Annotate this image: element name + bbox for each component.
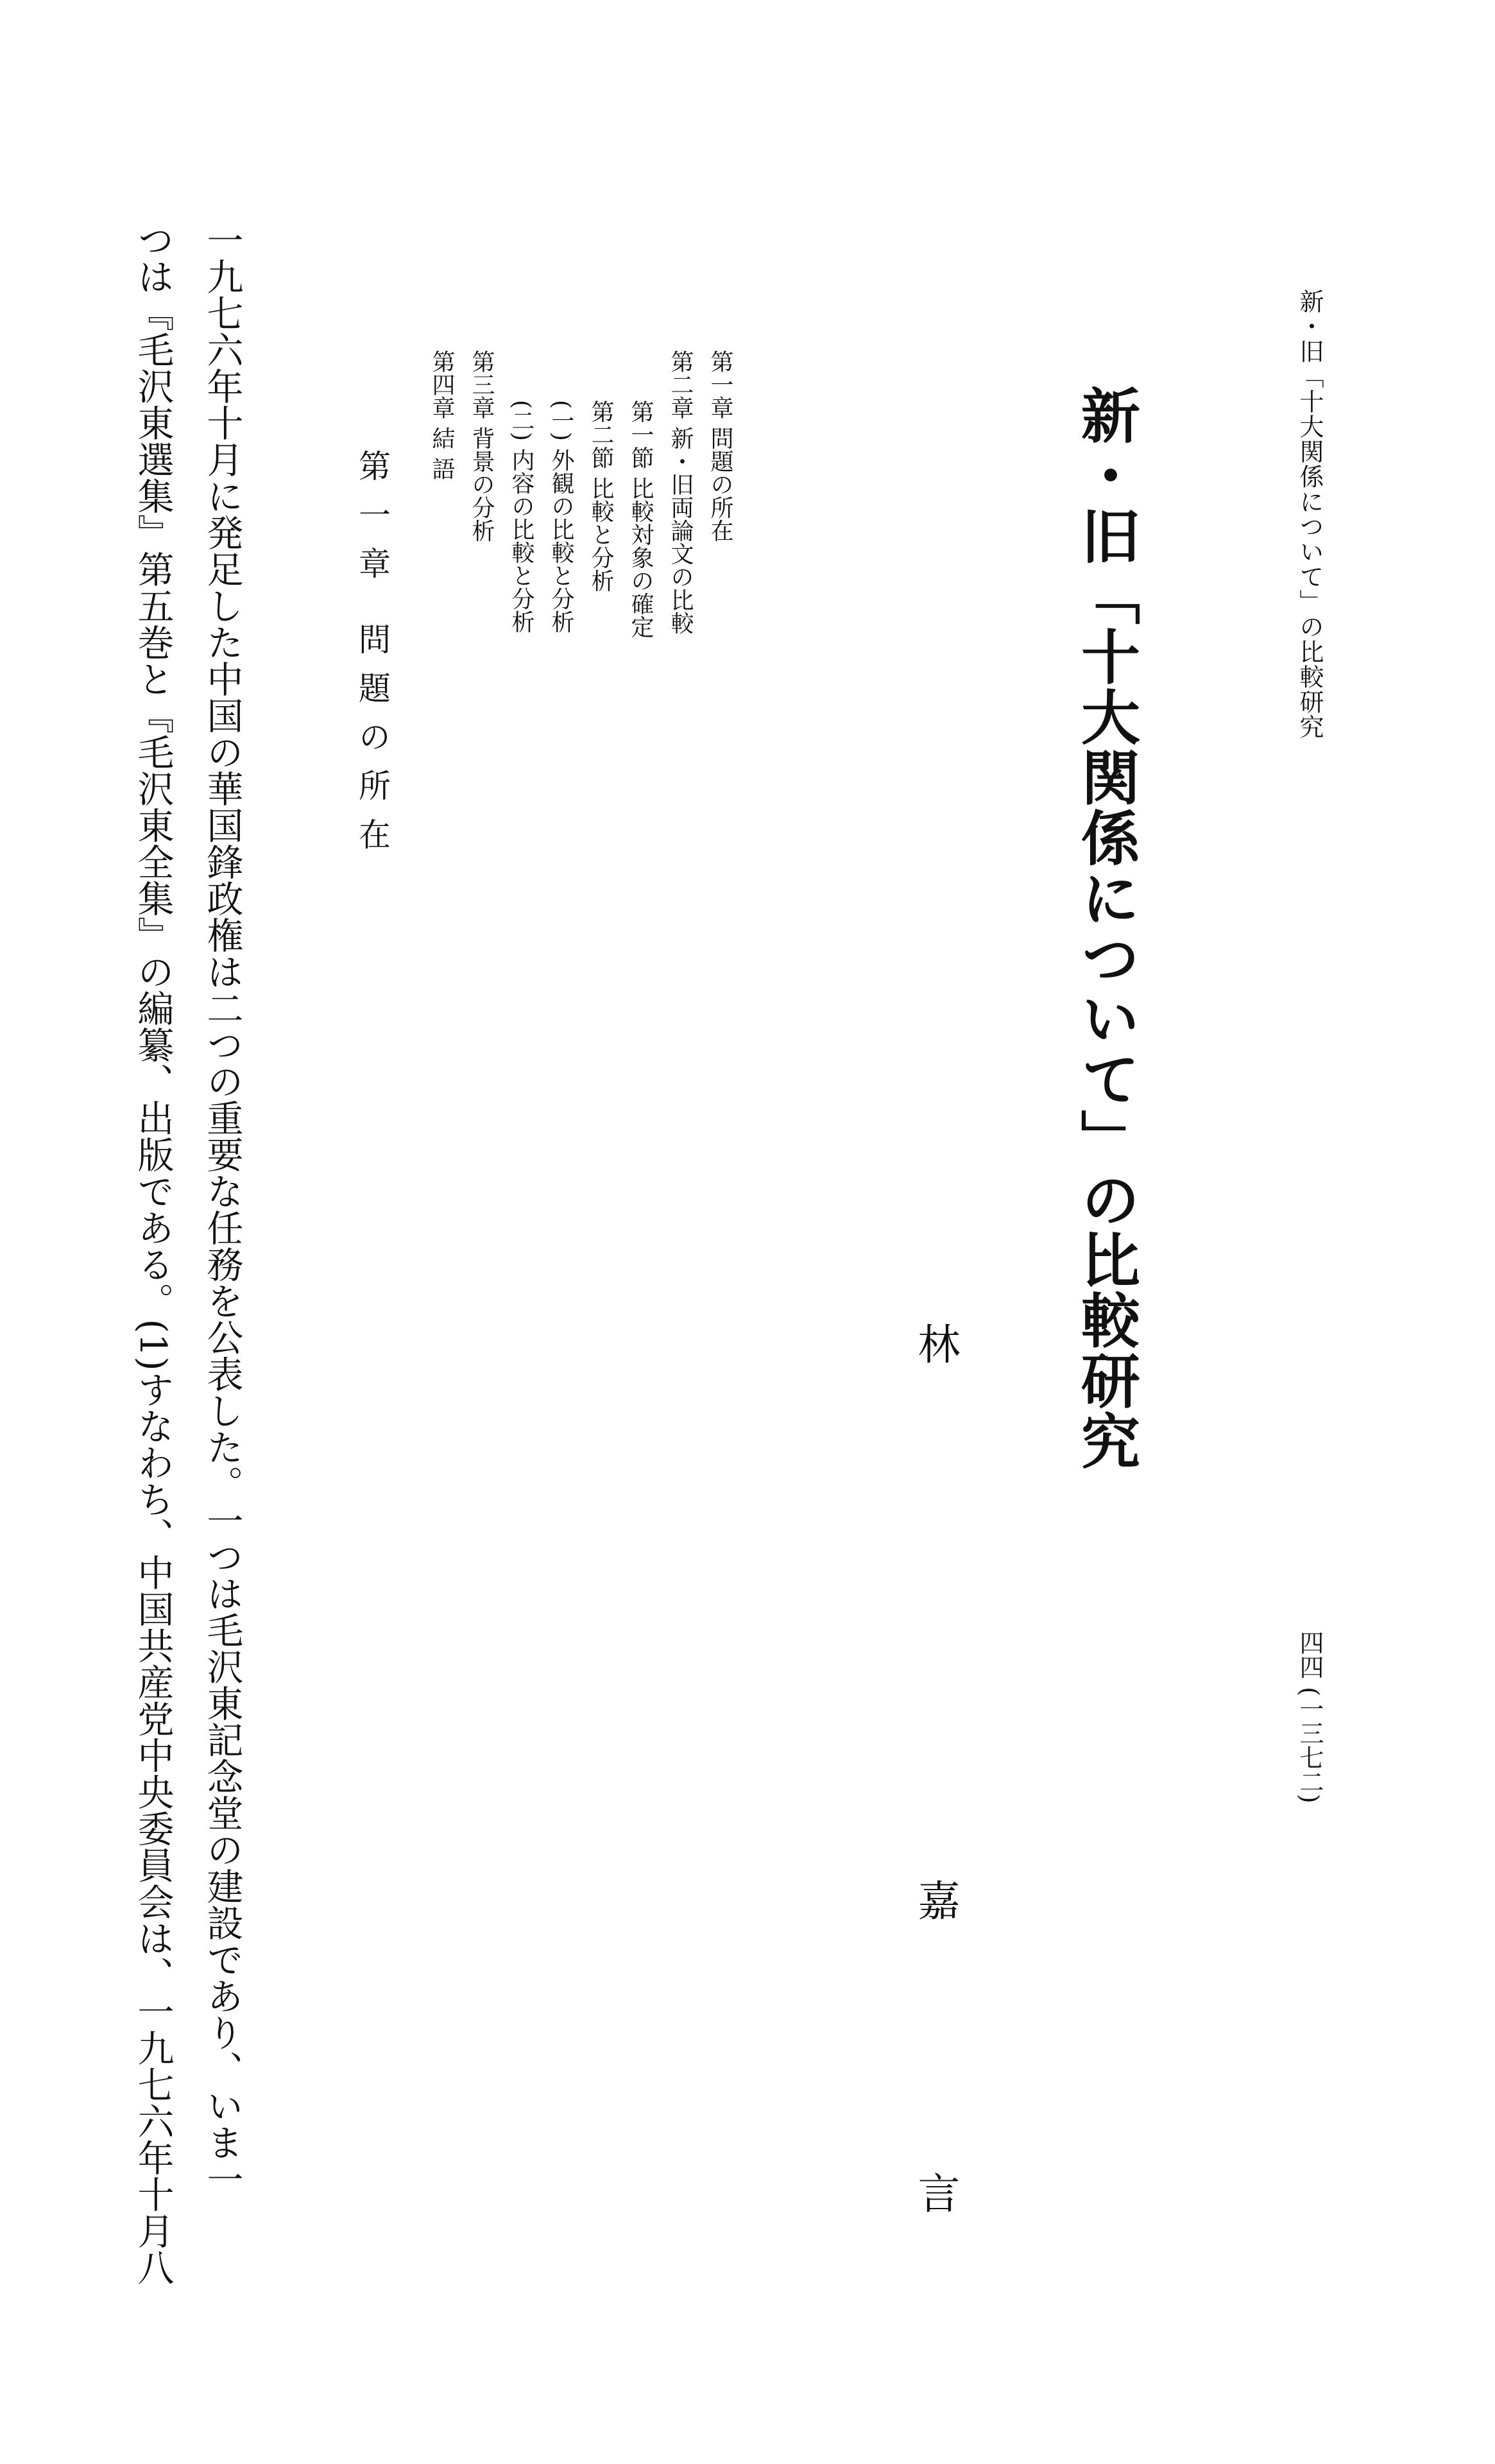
body-line: つは『毛沢東選集』第五巻と『毛沢東全集』の編纂、出版である。(1)すなわち、中国共産党中央委員会は、一九七六年十月八 [132,221,174,2286]
toc-item: 第一章 問題の所在 [707,350,733,542]
table-of-contents [413,350,731,638]
toc-item: 第四章 結 語 [429,350,455,480]
toc-item: 第三章 背景の分析 [468,350,495,542]
page-number: 四四 (一三七二) [1295,1630,1324,1804]
toc-item: (二) 内容の比較と分析 [508,400,534,633]
toc-item: 第二節 比較と分析 [588,400,614,592]
author-name: 林 嘉言 [910,1322,960,2464]
toc-item: 第一節 比較対象の確定 [628,400,654,639]
toc-item: 第二章 新・旧両論文の比較 [667,350,694,635]
running-head: 新・旧「十大関係について」の比較研究 [1295,289,1324,739]
chapter-heading: 第一章 問題の所在 [354,449,391,866]
body-text [118,221,257,2286]
article-title: 新・旧「十大関係について」の比較研究 [1072,385,1141,1471]
toc-item: (一) 外観の比較と分析 [548,400,574,633]
body-line: 一九七六年十月に発足した中国の華国鋒政権は二つの重要な任務を公表した。一つは毛沢東記念堂の建設であり、いま一 [201,221,243,2197]
